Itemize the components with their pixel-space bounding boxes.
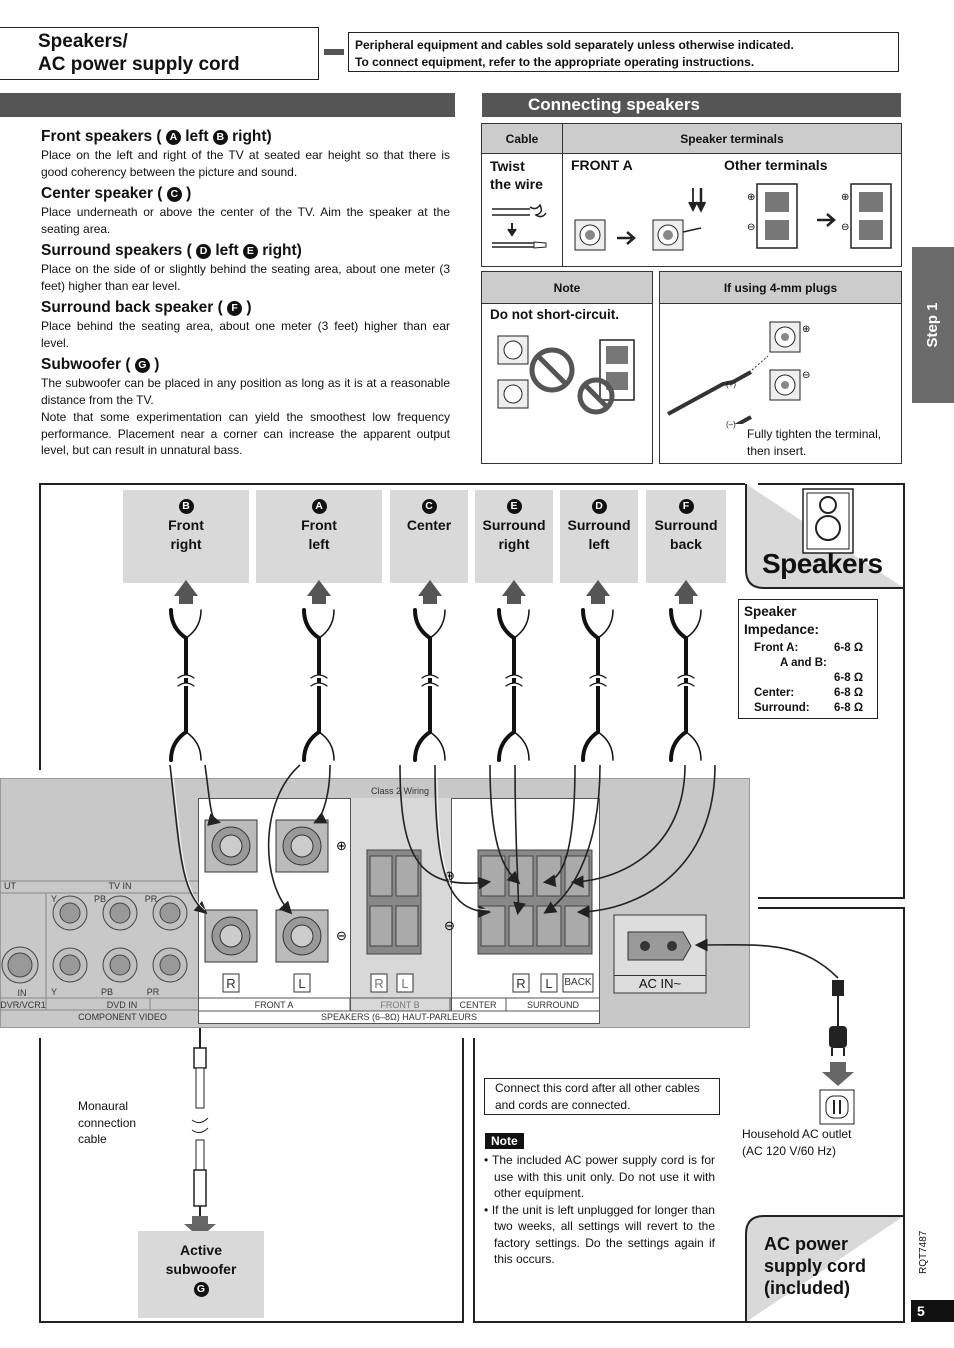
notice-line-2: To connect equipment, refer to the appropriate operating instructions. <box>355 55 755 69</box>
plug-minus-label: (–) <box>726 420 736 429</box>
subwoofer-heading: Subwoofer ( G ) <box>41 356 160 373</box>
component-video-label: COMPONENT VIDEO <box>78 1012 167 1022</box>
subwoofer-line-2: subwoofer <box>165 1261 237 1277</box>
household-outlet-label <box>742 1126 851 1159</box>
front-a-impedance-label: Front A: <box>754 642 799 654</box>
ac-cord-title <box>764 1233 866 1299</box>
dvr-vcr1-label: DVR/VCR1 <box>0 1000 46 1010</box>
center-panel-label: CENTER <box>459 1000 497 1010</box>
monaural-line-3: cable <box>78 1132 107 1146</box>
outlet-line-2: (AC 120 V/60 Hz) <box>742 1143 837 1158</box>
surround-r-label: R <box>516 976 526 991</box>
center-speaker-text: Place underneath or above the center of the TV. Aim the speaker at the seating area. <box>41 205 450 236</box>
front-a-r-label: R <box>226 976 236 991</box>
speaker-box-front-right: B Front right <box>123 490 249 583</box>
front-b-panel-label: FRONT B <box>380 1000 420 1010</box>
speakers-title: Speakers <box>762 548 883 579</box>
y-label-top: Y <box>50 894 57 904</box>
impedance-heading-2: Impedance: <box>744 622 820 637</box>
monaural-line-1: Monaural <box>78 1099 129 1113</box>
front-speakers-text: Place on the left and right of the TV at seated ear height so that there is good coherency between the picture and sound. <box>41 148 450 179</box>
speakers-impedance-label: SPEAKERS (6–8Ω) HAUT-PARLEURS <box>320 1012 478 1022</box>
center-impedance-value: 6-8 Ω <box>834 687 864 699</box>
svg-text:⊖: ⊖ <box>841 222 850 233</box>
monaural-line-2: connection <box>78 1115 137 1130</box>
page-number: 5 <box>911 1300 954 1322</box>
speaker-box-surround-back: F Surround back <box>646 490 726 583</box>
ac-title-line-2: supply cord <box>764 1256 867 1276</box>
step-tab-label: Step 1 <box>924 302 941 348</box>
ac-note-label: Note <box>485 1132 524 1150</box>
surround-speakers-text: Place on the side of or slightly behind the seating area, about one meter (3 feet) higher than ear level. <box>41 262 450 293</box>
title-line-1: Speakers/ <box>38 31 128 52</box>
surround-l-label: L <box>545 976 553 991</box>
front-a-impedance-value: 6-8 Ω <box>834 642 864 654</box>
surround-speakers-heading: Surround speakers ( D left E right) <box>41 242 302 259</box>
tv-in-label: TV IN <box>108 881 132 891</box>
front-b-l-label: L <box>401 976 409 991</box>
other-terminals-label: Other terminals <box>724 157 828 173</box>
surround-back-label: BACK <box>564 977 592 988</box>
speaker-box-surround-left: D Surround left <box>560 490 638 583</box>
plugs-header: If using 4-mm plugs <box>660 272 902 304</box>
svg-text:⊕: ⊕ <box>747 192 756 203</box>
ac-title-line-3: (included) <box>764 1278 850 1298</box>
cable-header: Cable <box>482 124 563 154</box>
svg-text:⊖: ⊖ <box>802 370 811 381</box>
front-a-panel-label: FRONT A <box>254 1000 294 1010</box>
outlet-line-1: Household AC outlet <box>742 1127 852 1141</box>
title-line-2: AC power supply cord <box>38 54 240 75</box>
pb-label-top: PB <box>93 894 106 904</box>
model-number: RQT7487 <box>918 1230 929 1274</box>
y-label-bottom: Y <box>50 987 57 997</box>
ac-note-item: • If the unit is left unplugged for longer than two weeks, all settings will revert to the factory settings. Do the settings again if this occurs. <box>484 1202 715 1266</box>
ut-label: UT <box>4 881 16 891</box>
short-circuit-label: Do not short-circuit. <box>490 307 619 322</box>
plug-plus-label: (+) <box>726 380 736 389</box>
surround-back-text: Place behind the seating area, about one meter (3 feet) higher than ear level. <box>41 319 450 350</box>
subwoofer-letter: G <box>194 1282 209 1297</box>
front-a-l-label: L <box>298 976 306 991</box>
subwoofer-text-2: Note that some experimentation can yield the smoothest low frequency performance. Placement near a corner can increase the apparent output level, but can result in unnatural bass. <box>41 410 450 457</box>
svg-text:⊖: ⊖ <box>747 222 756 233</box>
dvd-in-label: DVD IN <box>106 1000 138 1010</box>
svg-text:⊖: ⊖ <box>444 918 455 933</box>
surround-panel-label: SURROUND <box>526 1000 579 1010</box>
ac-note-item: • The included AC power supply cord is for use with this unit only. Do not use it with other equipment. <box>484 1153 715 1200</box>
pb-label-bottom: PB <box>100 987 113 997</box>
subwoofer-text-1: The subwoofer can be placed in any position as long as it is at a reasonable distance from the TV. <box>41 376 450 407</box>
plugs-instruction: Fully tighten the terminal, then insert. <box>747 427 882 458</box>
monaural-cable-label <box>78 1098 136 1148</box>
speaker-box-center: C Center <box>390 490 468 583</box>
surround-impedance-value: 6-8 Ω <box>834 702 864 714</box>
surround-back-heading: Surround back speaker ( F ) <box>41 299 252 316</box>
svg-text:⊕: ⊕ <box>802 324 811 335</box>
class2-label: Class 2 Wiring <box>370 786 429 796</box>
active-subwoofer-box <box>138 1231 264 1318</box>
speaker-box-front-left: A Front left <box>256 490 382 583</box>
pr-label-top: PR <box>144 894 158 904</box>
svg-text:⊖: ⊖ <box>336 928 347 943</box>
surround-impedance-label: Surround: <box>754 702 810 714</box>
svg-text:⊕: ⊕ <box>336 838 347 853</box>
subwoofer-line-1: Active <box>179 1242 223 1258</box>
ac-notes-list <box>484 1152 715 1268</box>
front-b-r-label: R <box>374 976 384 991</box>
terminals-header: Speaker terminals <box>563 124 902 154</box>
connecting-speakers-title: Connecting speakers <box>482 93 901 117</box>
a-and-b-impedance-label: A and B: <box>780 657 827 669</box>
connect-order-note: Connect this cord after all other cables and cords are connected. <box>484 1078 720 1115</box>
front-a-label: FRONT A <box>571 157 633 173</box>
note-header: Note <box>482 272 653 304</box>
ac-title-line-1: AC power <box>764 1234 849 1254</box>
notice-line-1: Peripheral equipment and cables sold separately unless otherwise indicated. <box>355 38 794 52</box>
center-speaker-heading: Center speaker ( C ) <box>41 185 192 202</box>
ac-in-label: AC IN~ <box>614 975 706 991</box>
a-and-b-impedance-value: 6-8 Ω <box>834 672 864 684</box>
impedance-heading-1: Speaker <box>744 604 797 619</box>
pr-label-bottom: PR <box>146 987 160 997</box>
speaker-box-surround-right: E Surround right <box>475 490 553 583</box>
svg-text:⊕: ⊕ <box>444 868 455 883</box>
twist-label: Twist the wire <box>490 158 543 192</box>
front-speakers-heading: Front speakers ( A left B right) <box>41 128 272 145</box>
in-label: IN <box>17 988 27 998</box>
svg-text:⊕: ⊕ <box>841 192 850 203</box>
center-impedance-label: Center: <box>754 687 795 699</box>
